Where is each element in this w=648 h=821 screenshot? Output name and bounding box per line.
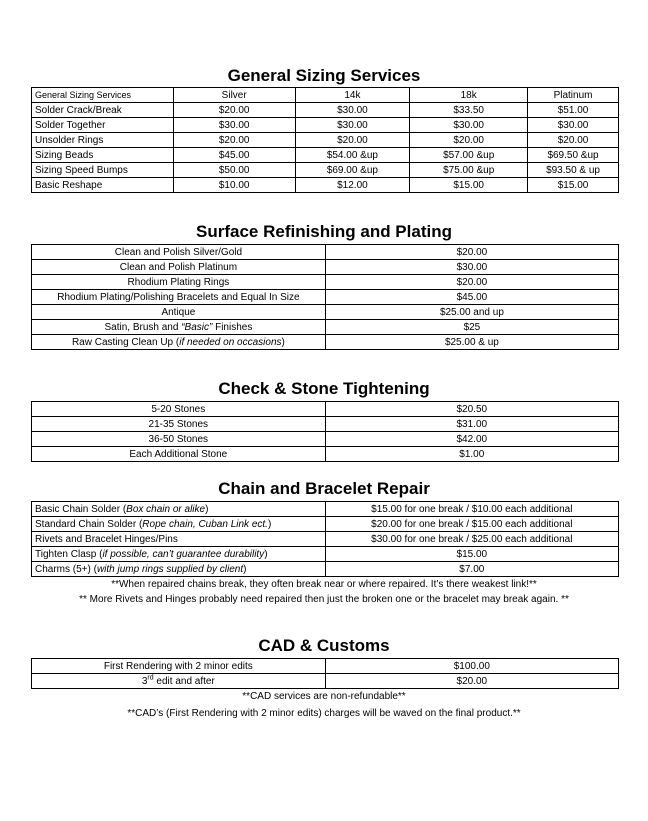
table-row — [32, 447, 619, 462]
service-name: Antique — [32, 305, 326, 320]
service-name — [32, 335, 326, 350]
surface-refinishing-table — [31, 244, 619, 350]
table-row — [32, 320, 619, 335]
price-cell: $20.00 — [325, 245, 618, 260]
service-name-note: if needed on occasions — [179, 336, 282, 348]
column-header: General Sizing Services — [32, 88, 174, 103]
table-row — [32, 335, 619, 350]
service-name-note: if possible, can’t guarantee durability — [102, 548, 265, 560]
price-cell: $15.00 — [410, 178, 528, 193]
table-row — [32, 547, 619, 562]
table-row — [32, 659, 619, 674]
price-cell: $57.00 &up — [410, 148, 528, 163]
price-cell: $20.00 — [325, 275, 618, 290]
table-row — [32, 148, 619, 163]
price-cell: $69.00 &up — [295, 163, 410, 178]
price-cell: $45.00 — [173, 148, 295, 163]
price-cell: $20.00 — [295, 133, 410, 148]
price-cell: $30.00 — [295, 103, 410, 118]
service-name: 36-50 Stones — [32, 432, 326, 447]
column-header: 18k — [410, 88, 528, 103]
service-name: 5-20 Stones — [32, 402, 326, 417]
price-cell: $30.00 — [173, 118, 295, 133]
table-row — [32, 502, 619, 517]
service-name-note: Rope chain, Cuban Link ect. — [142, 518, 268, 530]
service-name — [32, 547, 326, 562]
service-name-text: Tighten Clasp ( — [35, 548, 103, 560]
chain-repair-title: Chain and Bracelet Repair — [218, 479, 430, 498]
price-cell: $93.50 & up — [528, 163, 619, 178]
price-cell: $33.50 — [410, 103, 528, 118]
cad-footnote-waived: **CAD’s (First Rendering with 2 minor edits) charges will be waved on the final product.** — [127, 708, 521, 719]
price-cell: $75.00 &up — [410, 163, 528, 178]
ordinal-number: 3 — [141, 675, 148, 687]
price-cell: $69.50 &up — [528, 148, 619, 163]
price-cell: $30.00 — [325, 260, 618, 275]
service-name: First Rendering with 2 minor edits — [32, 659, 326, 674]
service-name — [32, 674, 326, 689]
price-cell: $12.00 — [295, 178, 410, 193]
service-name — [32, 320, 326, 335]
price-cell: $30.00 — [295, 118, 410, 133]
price-cell: $25.00 & up — [325, 335, 618, 350]
general-sizing-table — [31, 87, 619, 193]
stone-tightening-title: Check & Stone Tightening — [218, 379, 430, 398]
service-name: Each Additional Stone — [32, 447, 326, 462]
service-name-note: with jump rings supplied by client — [96, 563, 244, 575]
price-cell: $7.00 — [325, 562, 618, 577]
service-name — [32, 562, 326, 577]
service-name-text: ) — [267, 518, 272, 530]
service-name-text: Basic Chain Solder ( — [35, 503, 127, 515]
service-name-text: Charms (5+) ( — [35, 563, 97, 575]
price-cell: $20.00 — [173, 133, 295, 148]
service-name: Sizing Speed Bumps — [32, 163, 174, 178]
service-name-text: ) — [264, 548, 268, 560]
service-name: Clean and Polish Silver/Gold — [32, 245, 326, 260]
column-header: Platinum — [528, 88, 619, 103]
price-cell: $20.50 — [325, 402, 618, 417]
table-row — [32, 178, 619, 193]
column-header: 14k — [295, 88, 410, 103]
cad-customs-table — [31, 658, 619, 689]
price-cell: $51.00 — [528, 103, 619, 118]
service-name: Solder Together — [32, 118, 174, 133]
table-row — [32, 118, 619, 133]
general-sizing-title: General Sizing Services — [227, 66, 421, 85]
table-row — [32, 290, 619, 305]
price-cell: $31.00 — [325, 417, 618, 432]
price-cell: $42.00 — [325, 432, 618, 447]
price-cell: $45.00 — [325, 290, 618, 305]
price-cell: $20.00 — [528, 133, 619, 148]
price-cell: $1.00 — [325, 447, 618, 462]
price-cell: $20.00 — [173, 103, 295, 118]
cad-customs-title: CAD & Customs — [258, 636, 390, 655]
service-name — [32, 502, 326, 517]
service-name-note: Box chain or alike — [126, 503, 206, 515]
chain-footnote-rivets: ** More Rivets and Hinges probably need repaired then just the broken one or the bracelet may break again. ** — [79, 594, 569, 605]
service-name: Sizing Beads — [32, 148, 174, 163]
table-row — [32, 517, 619, 532]
service-name-text: Standard Chain Solder ( — [35, 518, 143, 530]
surface-refinishing-title: Surface Refinishing and Plating — [196, 222, 452, 241]
service-name-text: Raw Casting Clean Up ( — [71, 336, 180, 348]
table-row — [32, 245, 619, 260]
price-cell: $25.00 and up — [325, 305, 618, 320]
price-cell: $50.00 — [173, 163, 295, 178]
price-cell: $25 — [325, 320, 618, 335]
price-cell: $20.00 for one break / $15.00 each additional — [325, 517, 618, 532]
ordinal-suffix: rd — [147, 674, 154, 682]
price-cell: $15.00 — [528, 178, 619, 193]
service-name-text: ) — [243, 563, 247, 575]
price-cell: $20.00 — [410, 133, 528, 148]
chain-footnote-weak-link: **When repaired chains break, they often break near or where repaired. It’s there weakest link!** — [111, 579, 537, 590]
price-cell: $30.00 — [528, 118, 619, 133]
table-row — [32, 275, 619, 290]
service-name: Unsolder Rings — [32, 133, 174, 148]
table-row — [32, 432, 619, 447]
service-name-text: Finishes — [212, 321, 253, 333]
service-name-text: Satin, Brush and — [104, 321, 182, 333]
table-row — [32, 402, 619, 417]
service-name: Rhodium Plating Rings — [32, 275, 326, 290]
table-row — [32, 674, 619, 689]
column-header: Silver — [173, 88, 295, 103]
chain-repair-table — [31, 501, 619, 577]
cad-footnote-nonrefundable: **CAD services are non-refundable** — [242, 691, 406, 702]
service-name: Solder Crack/Break — [32, 103, 174, 118]
table-row — [32, 305, 619, 320]
service-name: Basic Reshape — [32, 178, 174, 193]
service-name: Clean and Polish Platinum — [32, 260, 326, 275]
service-name: Rivets and Bracelet Hinges/Pins — [32, 532, 326, 547]
price-cell: $54.00 &up — [295, 148, 410, 163]
service-name-text: ) — [281, 336, 285, 348]
price-cell: $10.00 — [173, 178, 295, 193]
table-header-row — [32, 88, 619, 103]
table-row — [32, 260, 619, 275]
table-row — [32, 133, 619, 148]
price-cell: $30.00 for one break / $25.00 each additional — [325, 532, 618, 547]
service-name: 21-35 Stones — [32, 417, 326, 432]
service-name-text: edit and after — [153, 675, 215, 687]
stone-tightening-table — [31, 401, 619, 462]
service-name-emphasis: “Basic” — [181, 321, 213, 333]
price-cell: $100.00 — [325, 659, 618, 674]
table-row — [32, 417, 619, 432]
price-cell: $20.00 — [325, 674, 618, 689]
table-row — [32, 562, 619, 577]
service-name: Rhodium Plating/Polishing Bracelets and Equal In Size — [32, 290, 326, 305]
service-name-text: ) — [205, 503, 209, 515]
table-row — [32, 532, 619, 547]
table-row — [32, 163, 619, 178]
price-cell: $15.00 for one break / $10.00 each additional — [325, 502, 618, 517]
service-name — [32, 517, 326, 532]
price-cell: $30.00 — [410, 118, 528, 133]
price-cell: $15.00 — [325, 547, 618, 562]
table-row — [32, 103, 619, 118]
